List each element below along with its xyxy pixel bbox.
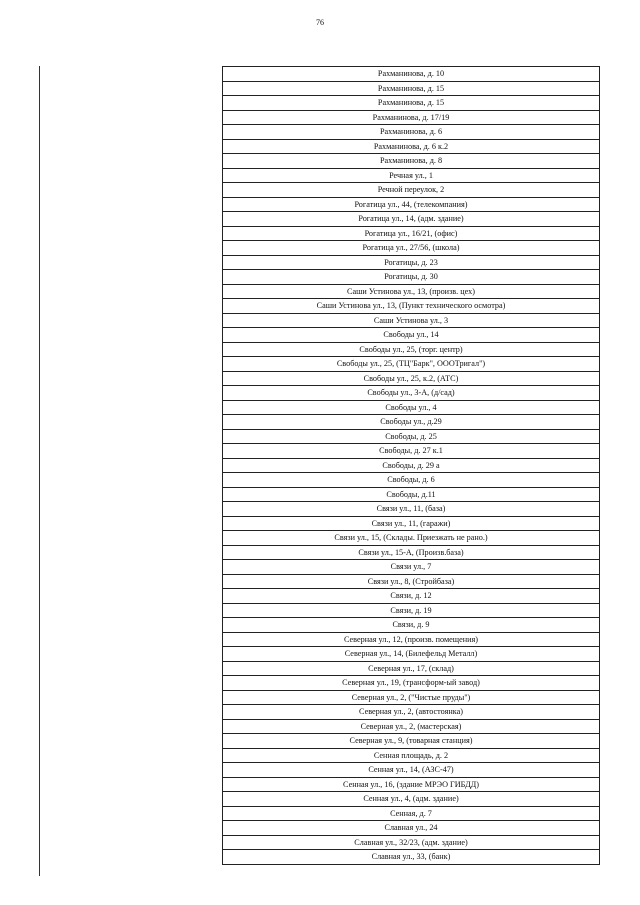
table-row	[223, 690, 600, 705]
table-row	[223, 531, 600, 546]
address-cell: Рахманинова, д. 15	[223, 96, 600, 111]
address-cell: Свободы, д.11	[223, 487, 600, 502]
table-row	[223, 255, 600, 270]
address-cell: Связи ул., 15-А, (Произв.база)	[223, 545, 600, 560]
address-cell: Рахманинова, д. 6 к.2	[223, 139, 600, 154]
table-row	[223, 284, 600, 299]
table-row	[223, 545, 600, 560]
table-row	[223, 400, 600, 415]
address-cell: Связи, д. 12	[223, 589, 600, 604]
table-row	[223, 357, 600, 372]
address-cell: Свободы ул., 3-А, (д/сад)	[223, 386, 600, 401]
table-row	[223, 748, 600, 763]
table-row	[223, 371, 600, 386]
address-cell: Северная ул., 17, (склад)	[223, 661, 600, 676]
address-cell: Свободы ул., 25, (ТЦ"Барк", ОООТригал")	[223, 357, 600, 372]
table-row	[223, 763, 600, 778]
address-cell: Свободы, д. 27 к.1	[223, 444, 600, 459]
table-row	[223, 313, 600, 328]
address-cell: Свободы ул., 4	[223, 400, 600, 415]
address-table	[222, 66, 600, 865]
page-number: 76	[316, 18, 324, 27]
address-cell: Рахманинова, д. 8	[223, 154, 600, 169]
table-row	[223, 835, 600, 850]
address-cell: Северная ул., 12, (произв. помещения)	[223, 632, 600, 647]
table-row	[223, 270, 600, 285]
table-row	[223, 850, 600, 865]
table-row	[223, 473, 600, 488]
address-cell: Рогатица ул., 14, (адм. здание)	[223, 212, 600, 227]
address-cell: Саши Устинова ул., 3	[223, 313, 600, 328]
table-row	[223, 502, 600, 517]
table-row	[223, 197, 600, 212]
address-cell: Рахманинова, д. 10	[223, 67, 600, 82]
table-row	[223, 386, 600, 401]
table-row	[223, 67, 600, 82]
table-row	[223, 226, 600, 241]
left-margin-rule	[39, 66, 40, 876]
table-row	[223, 487, 600, 502]
address-cell: Рахманинова, д. 15	[223, 81, 600, 96]
table-row	[223, 734, 600, 749]
table-row	[223, 241, 600, 256]
address-cell: Свободы, д. 25	[223, 429, 600, 444]
address-cell: Саши Устинова ул., 13, (произв. цех)	[223, 284, 600, 299]
table-row	[223, 96, 600, 111]
table-row	[223, 139, 600, 154]
address-cell: Северная ул., 2, (мастерская)	[223, 719, 600, 734]
address-cell: Северная ул., 19, (трансформ-ый завод)	[223, 676, 600, 691]
table-row	[223, 705, 600, 720]
table-row	[223, 328, 600, 343]
address-cell: Славная ул., 24	[223, 821, 600, 836]
table-row	[223, 168, 600, 183]
address-cell: Рогатица ул., 16/21, (офис)	[223, 226, 600, 241]
table-row	[223, 647, 600, 662]
table-row	[223, 676, 600, 691]
table-row	[223, 589, 600, 604]
address-cell: Свободы, д. 6	[223, 473, 600, 488]
address-cell: Свободы ул., 25, к.2, (АТС)	[223, 371, 600, 386]
address-cell: Рогатица ул., 44, (телекомпания)	[223, 197, 600, 212]
address-cell: Северная ул., 14, (Билефельд Металл)	[223, 647, 600, 662]
table-row	[223, 212, 600, 227]
table-row	[223, 444, 600, 459]
address-cell: Северная ул., 9, (товарная станция)	[223, 734, 600, 749]
table-row	[223, 415, 600, 430]
table-row	[223, 719, 600, 734]
address-cell: Связи ул., 11, (база)	[223, 502, 600, 517]
address-rows	[223, 67, 600, 865]
table-row	[223, 81, 600, 96]
table-row	[223, 458, 600, 473]
table-row	[223, 516, 600, 531]
table-row	[223, 618, 600, 633]
table-row	[223, 792, 600, 807]
address-cell: Связи, д. 19	[223, 603, 600, 618]
address-cell: Связи ул., 15, (Склады. Приезжать не рано.)	[223, 531, 600, 546]
table-row	[223, 632, 600, 647]
address-cell: Связи ул., 7	[223, 560, 600, 575]
table-row	[223, 342, 600, 357]
table-row	[223, 154, 600, 169]
address-cell: Рахманинова, д. 6	[223, 125, 600, 140]
address-cell: Сенная, д. 7	[223, 806, 600, 821]
address-cell: Сенная ул., 14, (АЗС-47)	[223, 763, 600, 778]
address-cell: Речная ул., 1	[223, 168, 600, 183]
table-row	[223, 821, 600, 836]
table-row	[223, 806, 600, 821]
address-cell: Свободы ул., 14	[223, 328, 600, 343]
table-row	[223, 429, 600, 444]
table-row	[223, 574, 600, 589]
address-cell: Северная ул., 2, ("Чистые пруды")	[223, 690, 600, 705]
address-cell: Свободы, д. 29 а	[223, 458, 600, 473]
table-row	[223, 125, 600, 140]
address-cell: Связи, д. 9	[223, 618, 600, 633]
address-cell: Славная ул., 33, (банк)	[223, 850, 600, 865]
address-cell: Северная ул., 2, (автостоянка)	[223, 705, 600, 720]
table-row	[223, 661, 600, 676]
address-cell: Рогатицы, д. 30	[223, 270, 600, 285]
address-cell: Рогатицы, д. 23	[223, 255, 600, 270]
table-row	[223, 777, 600, 792]
address-cell: Рогатица ул., 27/56, (школа)	[223, 241, 600, 256]
table-row	[223, 560, 600, 575]
table-row	[223, 299, 600, 314]
address-cell: Свободы ул., 25, (торг. центр)	[223, 342, 600, 357]
table-row	[223, 183, 600, 198]
address-cell: Славная ул., 32/23, (адм. здание)	[223, 835, 600, 850]
address-cell: Сенная ул., 4, (адм. здание)	[223, 792, 600, 807]
address-cell: Саши Устинова ул., 13, (Пункт технического осмотра)	[223, 299, 600, 314]
address-cell: Связи ул., 11, (гаражи)	[223, 516, 600, 531]
address-cell: Свободы ул., д.29	[223, 415, 600, 430]
table-row	[223, 603, 600, 618]
address-cell: Связи ул., 8, (Стройбаза)	[223, 574, 600, 589]
address-cell: Речной переулок, 2	[223, 183, 600, 198]
address-cell: Рахманинова, д. 17/19	[223, 110, 600, 125]
table-row	[223, 110, 600, 125]
address-cell: Сенная ул., 16, (здание МРЭО ГИБДД)	[223, 777, 600, 792]
address-cell: Сенная площадь, д. 2	[223, 748, 600, 763]
